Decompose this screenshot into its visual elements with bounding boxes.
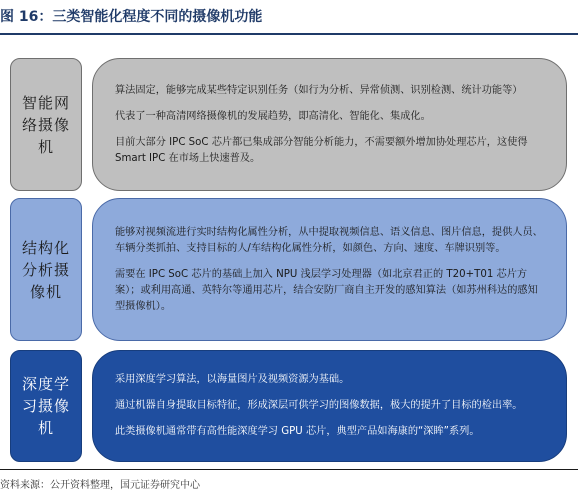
row-label-smart-ipc: 智能网 络摄像 机 — [10, 58, 82, 191]
description-line: 代表了一种高清网络摄像机的发展趋势，即高清化、智能化、集成化。 — [115, 110, 431, 122]
title-divider — [0, 33, 578, 35]
row-description-structured-analysis — [92, 198, 567, 341]
row-label-structured-analysis: 结构化 分析摄 像机 — [10, 198, 82, 341]
row-description-deep-learning — [92, 350, 567, 462]
description-line: 能够对视频流进行实时结构化属性分析，从中提取视频信息、语义信息、图片信息，提供人员、车辆分类抓拍、支持目标的人/车结构化属性分析，如颜色、方向、速度、车牌识别等。 — [115, 226, 543, 254]
row-label-deep-learning: 深度学 习摄像 机 — [10, 350, 82, 462]
source-divider — [0, 469, 578, 470]
description-line: 算法固定，能够完成某些特定识别任务（如行为分析、异常侦测、识别检测、统计功能等） — [115, 84, 523, 96]
description-line: 需要在 IPC SoC 芯片的基础上加入 NPU 浅层学习处理器（如北京君正的 T20+T01 芯片方案）；或利用高通、英特尔等通用芯片，结合安防厂商自主开发的感知算法（如苏州科达的感知型摄像机）。 — [115, 268, 538, 312]
source-note: 资料来源：公开资料整理，国元证券研究中心 — [0, 480, 200, 491]
figure-title: 图 16：三类智能化程度不同的摄像机功能 — [0, 9, 263, 25]
description-line: 通过机器自身提取目标特征，形成深层可供学习的图像数据，极大的提升了目标的检出率。 — [115, 400, 523, 411]
description-line: 目前大部分 IPC SoC 芯片都已集成部分智能分析能力，不需要额外增加协处理芯片，这使得 Smart IPC 在市场上快速普及。 — [115, 136, 528, 164]
description-line: 采用深度学习算法，以海量图片及视频资源为基础。 — [115, 374, 350, 385]
description-line: 此类摄像机通常带有高性能深度学习 GPU 芯片，典型产品如海康的“深眸”系列。 — [115, 426, 480, 437]
row-description-smart-ipc — [92, 58, 567, 191]
